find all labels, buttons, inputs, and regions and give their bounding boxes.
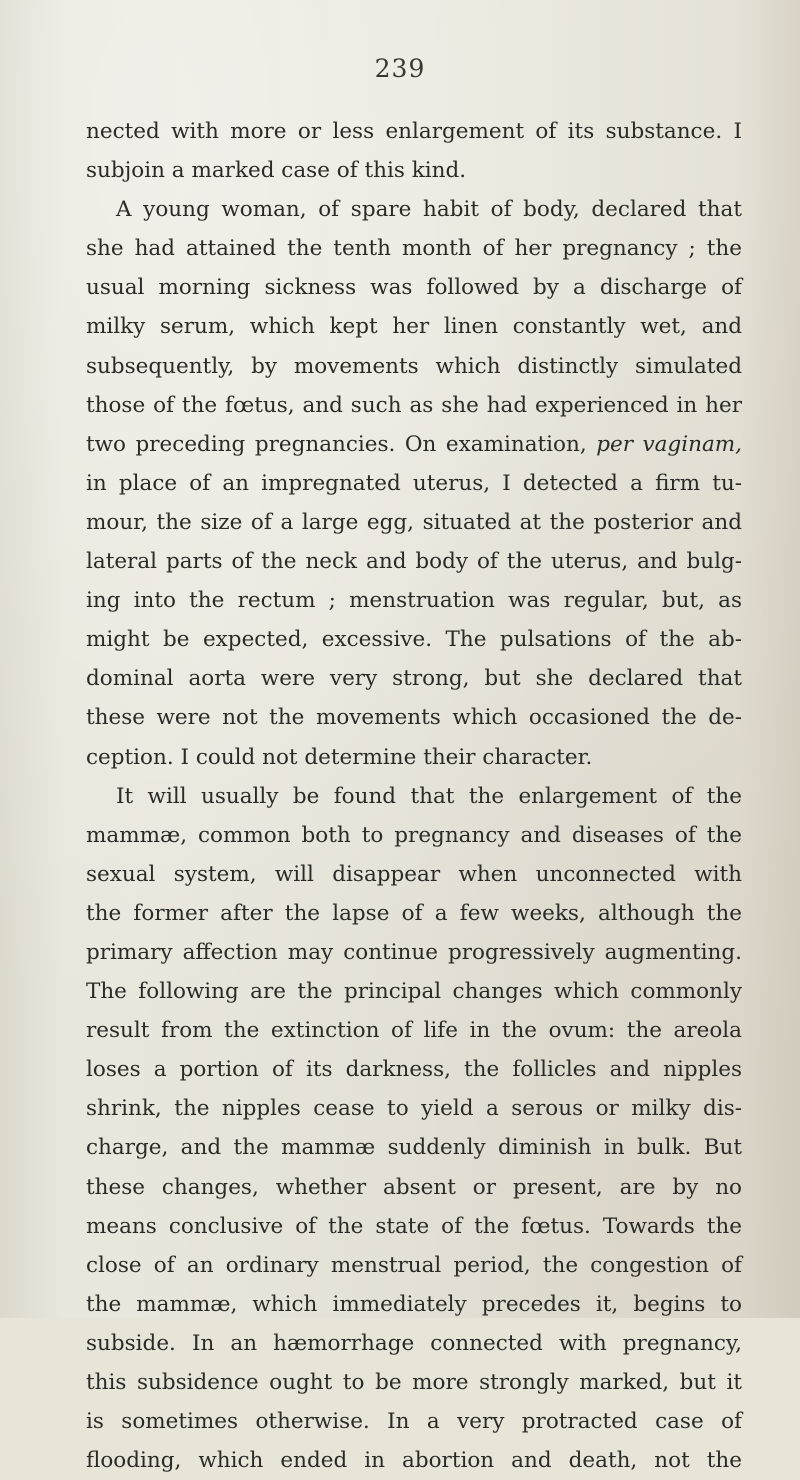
text-line: A young woman, of spare habit of body, declared that	[116, 197, 742, 223]
text-line: might be expected, excessive. The pulsations of the ab-	[86, 627, 742, 653]
text-line: mour, the size of a large egg, situated at the posterior and	[86, 509, 742, 535]
text-line: flooding, which ended in abortion and death, not the	[86, 1448, 742, 1474]
body-text	[86, 112, 742, 1480]
text-line: ing into the rectum ; menstruation was regular, but, as	[86, 588, 742, 614]
text-line: she had attained the tenth month of her pregnancy ; the	[86, 236, 742, 262]
text-line: subsequently, by movements which distinctly simulated	[86, 353, 742, 379]
text-line: dominal aorta were very strong, but she declared that	[86, 666, 742, 692]
text-line: close of an ordinary menstrual period, the congestion of	[86, 1252, 742, 1278]
page-number: 239	[374, 54, 426, 83]
text-line: loses a portion of its darkness, the follicles and nipples	[86, 1057, 742, 1083]
latin-phrase: per vaginam,	[596, 431, 742, 457]
text-line: in place of an impregnated uterus, I detected a firm tu-	[86, 470, 742, 496]
text-line: It will usually be found that the enlargement of the	[116, 783, 742, 809]
text-line: the former after the lapse of a few weeks, although the	[86, 900, 742, 926]
text-line: ception. I could not determine their character.	[86, 744, 593, 770]
text-line: shrink, the nipples cease to yield a serous or milky dis-	[86, 1096, 742, 1122]
text-line: result from the extinction of life in the ovum: the areola	[86, 1018, 742, 1044]
text-line: subjoin a marked case of this kind.	[86, 158, 467, 184]
text-line: sexual system, will disappear when unconnected with	[86, 861, 742, 887]
text-line: mammæ, common both to pregnancy and diseases of the	[86, 822, 742, 848]
text-line: the mammæ, which immediately precedes it, begins to	[86, 1291, 742, 1317]
text-line: subside. In an hæmorrhage connected with pregnancy,	[86, 1330, 742, 1356]
text-line: these changes, whether absent or present, are by no	[86, 1174, 742, 1200]
text-line: is sometimes otherwise. In a very protracted case of	[86, 1409, 742, 1435]
text-line: usual morning sickness was followed by a discharge of	[86, 275, 742, 301]
text-line: primary affection may continue progressively augmenting.	[86, 939, 742, 965]
text-line: two preceding pregnancies. On examination, per vaginam,	[86, 431, 742, 457]
text-line: those of the fœtus, and such as she had experienced in her	[86, 392, 742, 418]
text-line: this subsidence ought to be more strongly marked, but it	[86, 1370, 742, 1395]
text-line: these were not the movements which occasioned the de-	[86, 705, 742, 731]
text-line: milky serum, which kept her linen constantly wet, and	[86, 314, 742, 340]
text-line: lateral parts of the neck and body of the uterus, and bulg-	[86, 549, 742, 575]
text-line: nected with more or less enlargement of its substance. I	[86, 119, 742, 144]
text-line: means conclusive of the state of the fœtus. Towards the	[86, 1213, 742, 1239]
text-line: charge, and the mammæ suddenly diminish in bulk. But	[86, 1135, 742, 1161]
text-line: The following are the principal changes which commonly	[86, 979, 742, 1005]
